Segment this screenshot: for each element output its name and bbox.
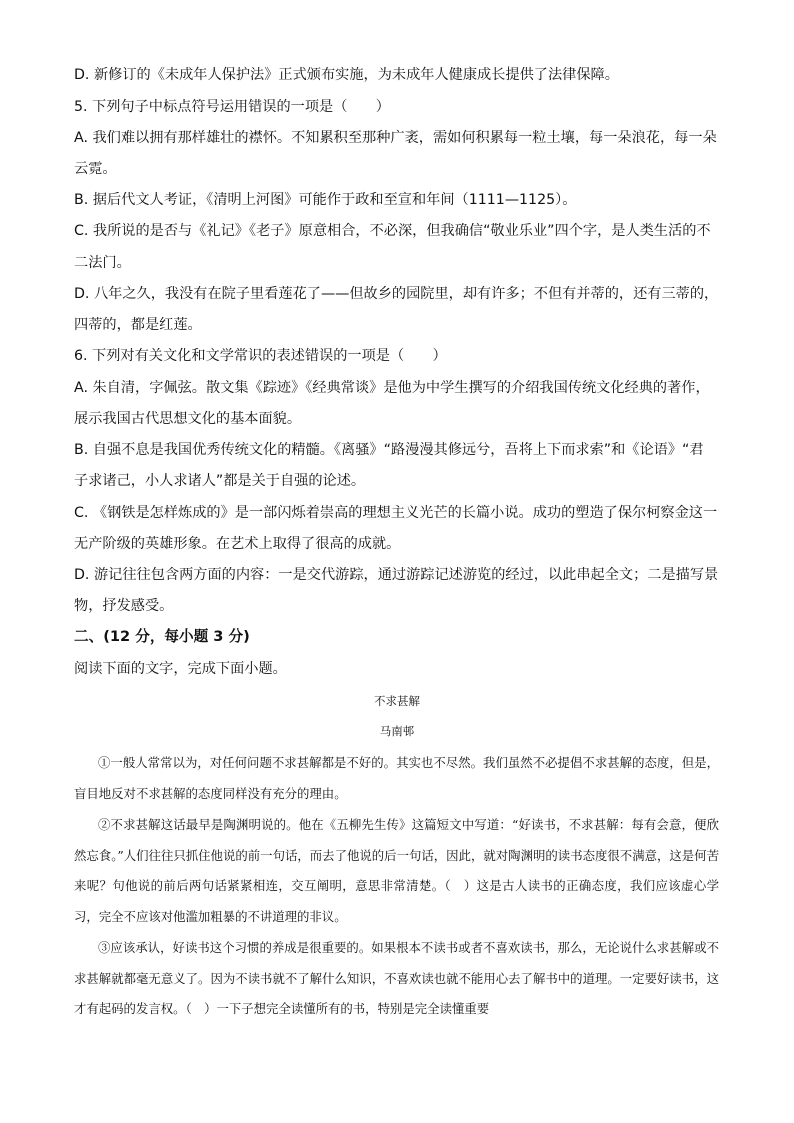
q5-option-c-line1: C. 我所说的是否与《礼记》《老子》原意相合，不必深，但我确信“敬业乐业”四个字，是人类生活的不 (74, 223, 711, 239)
q6-option-b-line2: 子求诸己，小人求诸人”都是关于自强的论述。 (74, 473, 366, 489)
q6-option-a-line1: A. 朱自清，字佩弦。散文集《踪迹》《经典常谈》是他为中学生撰写的介绍我国传统文化经典的著作， (74, 380, 710, 396)
q6-option-c-line2: 无产阶级的英雄形象。在艺术上取得了很高的成就。 (74, 536, 401, 552)
article-title: 不求甚解 (374, 694, 420, 708)
q5-option-d-line2: 四蒂的，都是红莲。 (74, 317, 202, 333)
section-instruction: 阅读下面的文字，完成下面小题。 (74, 661, 287, 677)
q6-option-d-line1: D. 游记往往包含两方面的内容：一是交代游踪，通过游踪记述游览的经过，以此串起全文；二是描写景 (74, 567, 719, 583)
q4-option-d: D. 新修订的《未成年人保护法》正式颁布实施，为未成年人健康成长提供了法律保障。 (74, 67, 619, 83)
q6-option-c-line1: C. 《钢铁是怎样炼成的》是一部闪烁着崇高的理想主义光芒的长篇小说。成功的塑造了保尔柯察金这一 (74, 505, 718, 521)
q5-option-a-line1: A. 我们难以拥有那样雄壮的襟怀。不知累积至那种广袤，需如何积累每一粒土壤，每一朵浪花，每一朵 (74, 130, 717, 146)
article-paragraph-1: ①一般人常常以为，对任何问题不求甚解都是不好的。其实也不尽然。我们虽然不必提倡不求甚解的态度，但是，盲目地反对不求甚解的态度同样没有充分的理由。 (74, 755, 719, 801)
q5-stem: 5. 下列句子中标点符号运用错误的一项是（ ） (74, 99, 390, 115)
q5-option-a-line2: 云霓。 (74, 161, 117, 177)
article-paragraph-2: ②不求甚解这话最早是陶渊明说的。他在《五柳先生传》这篇短文中写道：“好读书，不求甚解：每有会意，便欣然忘食。”人们往往只抓住他说的前一句话，而去了他说的后一句话，因此，就对陶渊明的读书态度很不满意，这是何苦来呢？句他说的前后两句话紧紧相连，交互阐明，意思非常清楚。（ ）这是古人读书的正确态度，我们应该虚心学习，完全不应该对他滥加粗暴的不讲道理的非议。 (74, 817, 719, 924)
q6-option-a-line2: 展示我国古代思想文化的基本面貌。 (74, 411, 302, 427)
section-heading: 二、(12 分，每小题 3 分) (74, 628, 250, 645)
q6-option-b-line1: B. 自强不息是我国优秀传统文化的精髓。《离骚》“路漫漫其修远兮，吾将上下而求索”和《论语》“君 (74, 442, 704, 458)
q6-stem: 6. 下列对有关文化和文学常识的表述错误的一项是（ ） (74, 348, 447, 364)
article-paragraph-3: ③应该承认，好读书这个习惯的养成是很重要的。如果根本不读书或者不喜欢读书，那么，无论说什么求甚解或不求甚解就都毫无意义了。因为不读书就不了解什么知识，不喜欢读也就不能用心去了解书中的道理。一定要好读书，这才有起码的发言权。（ ）一下子想完全读懂所有的书，特别是完全读懂重要 (74, 940, 719, 1016)
article-author: 马南邨 (379, 724, 415, 738)
q5-option-d-line1: D. 八年之久，我没有在院子里看莲花了——但故乡的园院里，却有许多；不但有并蒂的，还有三蒂的， (74, 286, 719, 302)
q5-option-c-line2: 二法门。 (74, 255, 131, 271)
q5-option-b: B. 据后代文人考证，《清明上河图》可能作于政和至宣和年间（1111—1125）。 (74, 192, 577, 208)
q6-option-d-line2: 物，抒发感受。 (74, 598, 174, 614)
